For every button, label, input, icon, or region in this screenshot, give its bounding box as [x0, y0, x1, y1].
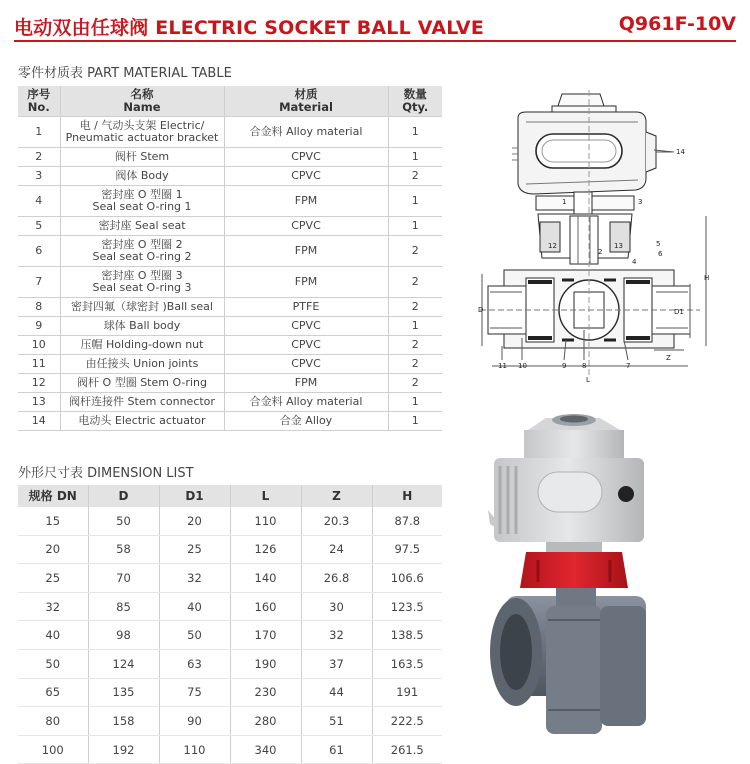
cell-name: 球体 Ball body	[60, 317, 224, 336]
cell-material: FPM	[224, 236, 388, 267]
cell-h: 163.5	[372, 649, 442, 678]
table-row	[18, 707, 442, 736]
callout-1: 1	[562, 198, 567, 206]
header-z: Z	[301, 485, 372, 507]
cell-d1: 90	[159, 707, 230, 736]
cell-d1: 110	[159, 735, 230, 764]
dim-label-z: Z	[666, 354, 671, 362]
cell-no: 3	[18, 167, 60, 186]
cell-z: 37	[301, 649, 372, 678]
header-d: D	[88, 485, 159, 507]
cell-no: 9	[18, 317, 60, 336]
cell-dn: 80	[18, 707, 88, 736]
cell-name: 阀杆连接件 Stem connector	[60, 393, 224, 412]
cell-material: PTFE	[224, 298, 388, 317]
dim-label-d1: D1	[674, 308, 684, 316]
table-row	[18, 393, 442, 412]
table-row	[18, 507, 442, 535]
cell-qty: 1	[388, 117, 442, 148]
cell-no: 10	[18, 336, 60, 355]
cell-dn: 40	[18, 621, 88, 650]
table-row	[18, 167, 442, 186]
cell-h: 261.5	[372, 735, 442, 764]
cell-qty: 2	[388, 167, 442, 186]
callout-10: 10	[518, 362, 527, 370]
cell-l: 190	[230, 649, 301, 678]
cell-qty: 1	[388, 412, 442, 431]
cell-material: CPVC	[224, 148, 388, 167]
header-material: 材质 Material	[224, 86, 388, 117]
cell-material: 合金料 Alloy material	[224, 393, 388, 412]
valve-technical-drawing	[478, 88, 714, 390]
cell-name: 密封座 O 型圈 2 Seal seat O-ring 2	[60, 236, 224, 267]
cell-dn: 25	[18, 564, 88, 593]
table-row	[18, 317, 442, 336]
part-material-table	[18, 86, 442, 431]
cell-name: 压帽 Holding-down nut	[60, 336, 224, 355]
header-d1: D1	[159, 485, 230, 507]
callout-8: 8	[582, 362, 587, 370]
cell-h: 138.5	[372, 621, 442, 650]
dim-label-l: L	[586, 376, 590, 384]
table-row	[18, 236, 442, 267]
cell-dn: 15	[18, 507, 88, 535]
callout-5: 5	[656, 240, 661, 248]
callout-2: 2	[598, 248, 603, 256]
cell-material: CPVC	[224, 355, 388, 374]
valve-product-photo	[488, 410, 660, 738]
callout-3: 3	[638, 198, 643, 206]
header-h: H	[372, 485, 442, 507]
cell-d1: 63	[159, 649, 230, 678]
cell-no: 6	[18, 236, 60, 267]
cell-name: 密封座 O 型圈 1 Seal seat O-ring 1	[60, 186, 224, 217]
table-row	[18, 298, 442, 317]
cell-qty: 2	[388, 236, 442, 267]
header-qty: 数量 Qty.	[388, 86, 442, 117]
cell-no: 11	[18, 355, 60, 374]
cell-d: 98	[88, 621, 159, 650]
cell-l: 170	[230, 621, 301, 650]
cell-d: 58	[88, 535, 159, 564]
cell-qty: 2	[388, 267, 442, 298]
cell-name: 电 / 气动头支架 Electric/ Pneumatic actuator bracket	[60, 117, 224, 148]
parts-table-title: 零件材质表 PART MATERIAL TABLE	[18, 66, 232, 81]
callout-13: 13	[614, 242, 623, 250]
table-row	[18, 186, 442, 217]
cell-no: 7	[18, 267, 60, 298]
dim-label-d: D	[478, 306, 484, 314]
cell-no: 2	[18, 148, 60, 167]
cell-dn: 65	[18, 678, 88, 707]
callout-11: 11	[498, 362, 507, 370]
cell-h: 106.6	[372, 564, 442, 593]
cell-name: 阀杆 O 型圈 Stem O-ring	[60, 374, 224, 393]
cell-material: FPM	[224, 267, 388, 298]
cell-qty: 1	[388, 393, 442, 412]
cell-qty: 1	[388, 217, 442, 236]
cell-qty: 1	[388, 186, 442, 217]
cell-qty: 1	[388, 148, 442, 167]
dim-label-h: H	[704, 274, 710, 282]
cell-z: 20.3	[301, 507, 372, 535]
page-header	[14, 10, 736, 42]
cell-l: 280	[230, 707, 301, 736]
cell-d: 192	[88, 735, 159, 764]
cell-material: CPVC	[224, 217, 388, 236]
cell-z: 61	[301, 735, 372, 764]
cell-z: 51	[301, 707, 372, 736]
cell-h: 87.8	[372, 507, 442, 535]
cell-l: 340	[230, 735, 301, 764]
page-title: 电动双由任球阀 ELECTRIC SOCKET BALL VALVE	[14, 17, 485, 39]
cell-d: 85	[88, 592, 159, 621]
cell-material: CPVC	[224, 336, 388, 355]
cell-h: 222.5	[372, 707, 442, 736]
cell-qty: 2	[388, 355, 442, 374]
dims-header-row	[18, 485, 442, 507]
cell-z: 26.8	[301, 564, 372, 593]
cell-qty: 2	[388, 374, 442, 393]
cell-d: 124	[88, 649, 159, 678]
table-row	[18, 649, 442, 678]
cell-material: CPVC	[224, 167, 388, 186]
cell-material: FPM	[224, 186, 388, 217]
cell-qty: 2	[388, 336, 442, 355]
cell-no: 14	[18, 412, 60, 431]
cell-d1: 20	[159, 507, 230, 535]
header-no: 序号 No.	[18, 86, 60, 117]
cell-d1: 25	[159, 535, 230, 564]
cell-z: 24	[301, 535, 372, 564]
dimension-table-title: 外形尺寸表 DIMENSION LIST	[18, 466, 194, 481]
table-row	[18, 355, 442, 374]
cell-name: 密封座 Seal seat	[60, 217, 224, 236]
cell-name: 电动头 Electric actuator	[60, 412, 224, 431]
table-row	[18, 217, 442, 236]
callout-6: 6	[658, 250, 663, 258]
cell-no: 4	[18, 186, 60, 217]
cell-h: 97.5	[372, 535, 442, 564]
callout-4: 4	[632, 258, 637, 266]
callout-14: 14	[676, 148, 685, 156]
cell-dn: 50	[18, 649, 88, 678]
cell-z: 32	[301, 621, 372, 650]
cell-no: 8	[18, 298, 60, 317]
cell-d: 135	[88, 678, 159, 707]
cell-name: 阀体 Body	[60, 167, 224, 186]
table-row	[18, 374, 442, 393]
header-l: L	[230, 485, 301, 507]
cell-l: 110	[230, 507, 301, 535]
model-number: Q961F-10V	[618, 13, 736, 35]
callout-12: 12	[548, 242, 557, 250]
cell-d1: 40	[159, 592, 230, 621]
cell-d: 70	[88, 564, 159, 593]
header-dn: 规格 DN	[18, 485, 88, 507]
cell-no: 1	[18, 117, 60, 148]
callout-9: 9	[562, 362, 567, 370]
table-row	[18, 117, 442, 148]
cell-qty: 1	[388, 317, 442, 336]
cell-no: 12	[18, 374, 60, 393]
cell-z: 44	[301, 678, 372, 707]
cell-d1: 75	[159, 678, 230, 707]
table-row	[18, 412, 442, 431]
cell-d: 50	[88, 507, 159, 535]
table-row	[18, 564, 442, 593]
cell-name: 密封四氟（球密封 )Ball seal	[60, 298, 224, 317]
cell-no: 5	[18, 217, 60, 236]
dimension-table	[18, 485, 442, 764]
callout-7: 7	[626, 362, 631, 370]
cell-name: 密封座 O 型圈 3 Seal seat O-ring 3	[60, 267, 224, 298]
cell-material: FPM	[224, 374, 388, 393]
cell-material: CPVC	[224, 317, 388, 336]
cell-d1: 50	[159, 621, 230, 650]
cell-l: 160	[230, 592, 301, 621]
cell-material: 合金料 Alloy material	[224, 117, 388, 148]
table-row	[18, 267, 442, 298]
cell-dn: 32	[18, 592, 88, 621]
cell-material: 合金 Alloy	[224, 412, 388, 431]
cell-l: 230	[230, 678, 301, 707]
cell-name: 由任接头 Union joints	[60, 355, 224, 374]
cell-d: 158	[88, 707, 159, 736]
cell-h: 191	[372, 678, 442, 707]
cell-l: 126	[230, 535, 301, 564]
cell-h: 123.5	[372, 592, 442, 621]
table-row	[18, 148, 442, 167]
cell-dn: 20	[18, 535, 88, 564]
table-row	[18, 621, 442, 650]
table-row	[18, 535, 442, 564]
table-row	[18, 592, 442, 621]
cell-name: 阀杆 Stem	[60, 148, 224, 167]
cell-dn: 100	[18, 735, 88, 764]
cell-qty: 2	[388, 298, 442, 317]
cell-no: 13	[18, 393, 60, 412]
cell-z: 30	[301, 592, 372, 621]
header-name: 名称 Name	[60, 86, 224, 117]
table-row	[18, 678, 442, 707]
table-row	[18, 336, 442, 355]
table-row	[18, 735, 442, 764]
cell-l: 140	[230, 564, 301, 593]
cell-d1: 32	[159, 564, 230, 593]
parts-header-row	[18, 86, 442, 117]
